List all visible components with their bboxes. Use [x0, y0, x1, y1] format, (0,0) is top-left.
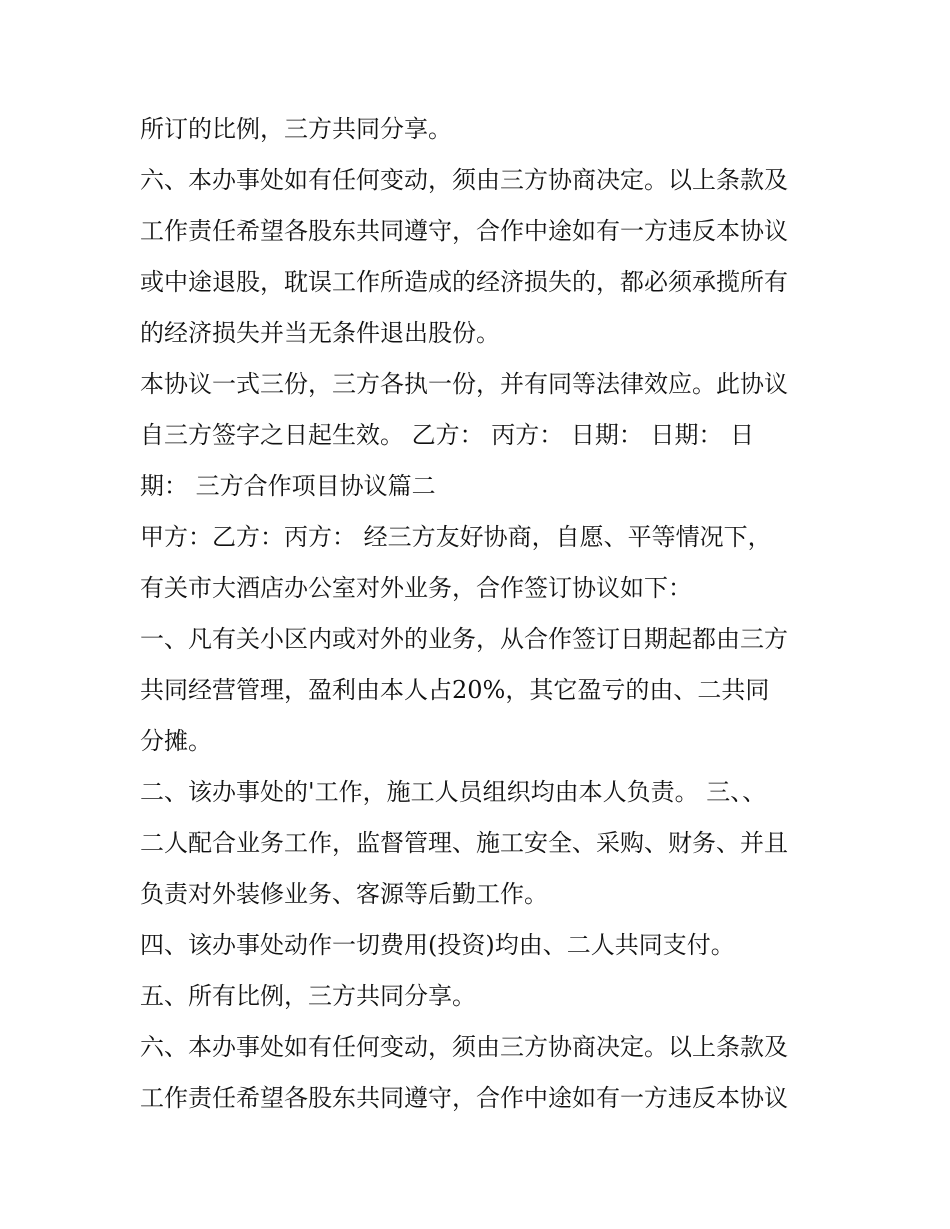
text-line: 或中途退股，耽误工作所造成的经济损失的，都必须承揽所有: [140, 268, 788, 296]
text-line: 工作责任希望各股东共同遵守，合作中途如有一方违反本协议: [140, 1084, 788, 1112]
text-line: 本协议一式三份，三方各执一份，并有同等法律效应。此协议: [140, 370, 788, 398]
text-line: 有关市大酒店办公室对外业务，合作签订协议如下：: [140, 574, 692, 602]
text-line: 工作责任希望各股东共同遵守，合作中途如有一方违反本协议: [140, 217, 788, 245]
text-line: 负责对外装修业务、客源等后勤工作。: [140, 880, 548, 908]
text-line: 六、本办事处如有任何变动，须由三方协商决定。以上条款及: [140, 1033, 788, 1061]
text-line: 所订的比例，三方共同分享。: [140, 115, 452, 143]
text-line: 五、所有比例，三方共同分享。: [140, 982, 476, 1010]
text-line: 期： 三方合作项目协议篇二: [140, 472, 436, 500]
text-line: 自三方签字之日起生效。 乙方： 丙方： 日期： 日期： 日: [140, 421, 755, 449]
text-line: 一、凡有关小区内或对外的业务，从合作签订日期起都由三方: [140, 625, 788, 653]
text-line: 分摊。: [140, 727, 212, 755]
text-line: 共同经营管理，盈利由本人占20%，其它盈亏的由、二共同: [140, 676, 770, 704]
text-line: 的经济损失并当无条件退出股份。: [140, 319, 500, 347]
text-line: 二人配合业务工作，监督管理、施工安全、采购、财务、并且: [140, 829, 788, 857]
document-body: [140, 104, 820, 1124]
text-line: 二、该办事处的'工作，施工人员组织均由本人负责。 三、、: [140, 778, 767, 806]
text-line: 甲方：乙方：丙方： 经三方友好协商，自愿、平等情况下，: [140, 523, 772, 551]
text-line: 四、该办事处动作一切费用(投资)均由、二人共同支付。: [140, 931, 735, 959]
text-line: 六、本办事处如有任何变动，须由三方协商决定。以上条款及: [140, 166, 788, 194]
